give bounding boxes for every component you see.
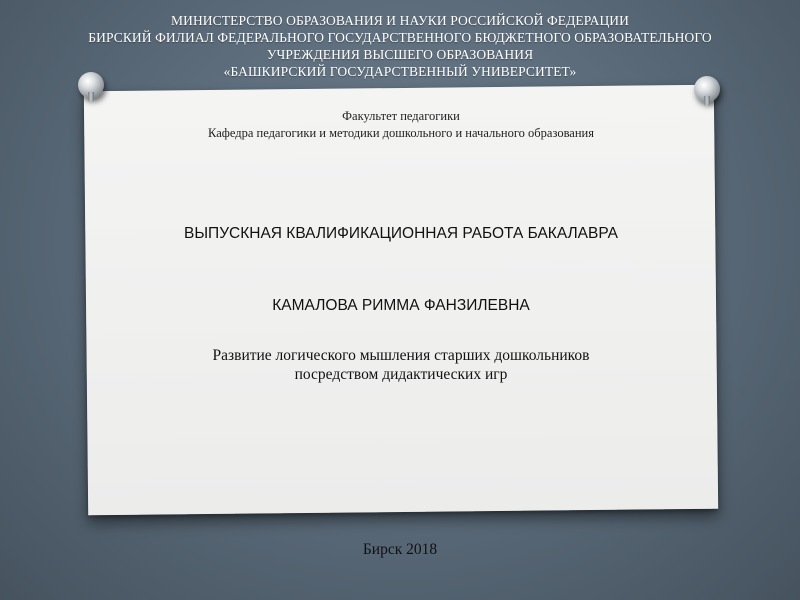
department-name: Кафедра педагогики и методики дошкольного и начального образования [208, 126, 594, 140]
header-line-ministry: МИНИСТЕРСТВО ОБРАЗОВАНИЯ И НАУКИ РОССИЙСКОЙ ФЕДЕРАЦИИ [171, 13, 629, 28]
faculty-block [86, 108, 716, 142]
topic-line-1: Развитие логического мышления старших дошкольников [212, 347, 590, 364]
author-name: КАМАЛОВА РИММА ФАНЗИЛЕВНА [272, 297, 530, 314]
header-line-institution-type: УЧРЕЖДЕНИЯ ВЫСШЕГО ОБРАЗОВАНИЯ [266, 47, 534, 62]
work-type-title: ВЫПУСКНАЯ КВАЛИФИКАЦИОННАЯ РАБОТА БАКАЛАВРА [184, 225, 618, 242]
thesis-topic [86, 346, 716, 384]
institution-header [0, 12, 800, 80]
header-line-university: «БАШКИРСКИЙ ГОСУДАРСТВЕННЫЙ УНИВЕРСИТЕТ» [223, 64, 577, 79]
faculty-name: Факультет педагогики [342, 109, 460, 123]
pushpin-icon [78, 72, 104, 98]
paper-content [86, 88, 716, 512]
topic-line-2: посредством дидактических игр [294, 366, 508, 383]
header-line-branch: БИРСКИЙ ФИЛИАЛ ФЕДЕРАЛЬНОГО ГОСУДАРСТВЕННОГО БЮДЖЕТНОГО ОБРАЗОВАТЕЛЬНОГО [88, 30, 712, 45]
pushpin-icon [694, 76, 720, 102]
city-year: Бирск 2018 [362, 541, 438, 558]
